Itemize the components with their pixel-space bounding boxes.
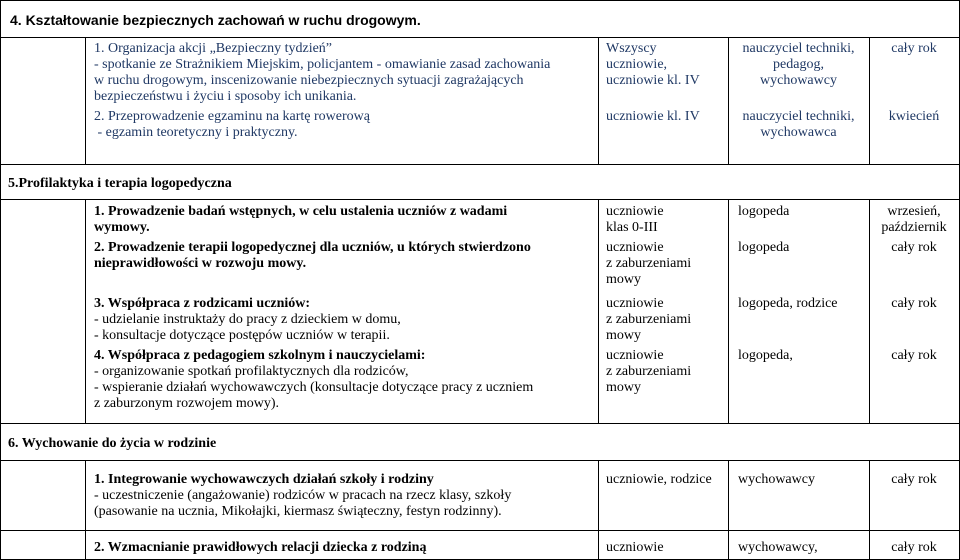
section-heading: 4. Kształtowanie bezpiecznych zachowań w ruchu drogowym.: [10, 12, 421, 28]
responsible-cell: wychowawcy: [738, 472, 815, 487]
task-title: 1. Integrowanie wychowawczych działań szkoły i rodziny: [94, 472, 434, 487]
recipients-cell: z zaburzeniami: [606, 312, 692, 327]
recipients-cell: z zaburzeniami: [606, 364, 692, 379]
task-line: nieprawidłowości w rozwoju mowy.: [94, 256, 307, 271]
grid-line: [85, 37, 86, 165]
term-cell: cały rok: [891, 348, 937, 363]
grid-line: [85, 460, 86, 560]
term-cell: cały rok: [891, 41, 937, 56]
task-title: 2. Prowadzenie terapii logopedycznej dla uczniów, u których stwierdzono: [94, 240, 531, 255]
grid-line: [0, 164, 960, 165]
task-title: [94, 204, 507, 220]
recipients-cell: uczniowie kl. IV: [606, 73, 700, 88]
responsible-cell: wychowawcy: [760, 73, 837, 88]
task-line: - udzielanie instruktaży do pracy z dzieckiem w domu,: [94, 312, 401, 327]
recipients-cell: uczniowie: [606, 240, 664, 255]
task-line: - egzamin teoretyczny i praktyczny.: [94, 125, 298, 140]
recipients-cell: uczniowie: [606, 296, 664, 311]
recipients-cell: uczniowie, rodzice: [606, 472, 712, 487]
recipients-cell: Wszyscy: [606, 41, 657, 56]
task-title: 4. Współpraca z pedagogiem szkolnym i nauczycielami:: [94, 348, 426, 363]
grid-line: [0, 199, 960, 200]
task-title-text: 1. Prowadzenie badań wstępnych, w celu ustalenia uczniów z wadami: [94, 204, 508, 219]
task-line: - konsultacje dotyczące postępów uczniów w terapii.: [94, 328, 390, 343]
term-cell: kwiecień: [888, 109, 940, 124]
task-title: 1. Organizacja akcji „Bezpieczny tydzień”: [94, 41, 333, 56]
term-cell: cały rok: [891, 540, 937, 555]
task-line: (pasowanie na ucznia, Mikołajki, kiermasz świąteczny, festyn rodzinny).: [94, 504, 502, 519]
task-line: wymowy.: [94, 220, 150, 235]
responsible-cell: logopeda: [738, 240, 790, 255]
recipients-cell: uczniowie kl. IV: [606, 109, 700, 124]
responsible-cell: pedagog,: [773, 57, 824, 72]
term-cell: cały rok: [891, 296, 937, 311]
grid-line: [598, 460, 599, 560]
responsible-cell: logopeda: [738, 204, 790, 219]
task-title: 3. Współpraca z rodzicami uczniów:: [94, 296, 311, 311]
responsible-cell: logopeda,: [738, 348, 793, 363]
responsible-cell: nauczyciel techniki,: [742, 109, 855, 124]
task-line: - organizowanie spotkań profilaktycznych dla rodziców,: [94, 364, 409, 379]
grid-line: [728, 460, 729, 560]
grid-line: [0, 37, 960, 38]
grid-line: [0, 530, 960, 531]
grid-line: [85, 199, 86, 424]
task-title: 2. Przeprowadzenie egzaminu na kartę rowerową: [94, 109, 370, 124]
responsible-cell: wychowawcy,: [738, 540, 818, 555]
responsible-cell: logopeda, rodzice: [738, 296, 838, 311]
task-title: 2. Wzmacnianie prawidłowych relacji dziecka z rodziną: [94, 540, 427, 555]
grid-line: [598, 37, 599, 165]
term-cell: cały rok: [891, 240, 937, 255]
recipients-cell: mowy: [606, 328, 641, 343]
task-line: - uczestniczenie (angażowanie) rodziców w pracach na rzecz klasy, szkoły: [94, 488, 512, 503]
responsible-cell: wychowawca: [760, 125, 837, 140]
term-cell: cały rok: [891, 472, 937, 487]
grid-line: [0, 0, 960, 1]
grid-line: [0, 423, 960, 424]
recipients-cell: uczniowie,: [606, 57, 668, 72]
recipients-cell: klas 0-III: [606, 220, 658, 235]
recipients-cell: uczniowie: [606, 540, 664, 555]
task-line: z zaburzonym rozwojem mowy).: [94, 396, 280, 411]
task-line: - spotkanie ze Strażnikiem Miejskim, policjantem - omawianie zasad zachowania: [94, 57, 551, 72]
task-line: bezpieczeństwu i życiu i sposoby ich unikania.: [94, 89, 357, 104]
task-line: - wspieranie działań wychowawczych (konsultacje dotyczące pracy z uczniem: [94, 380, 534, 395]
term-cell: wrzesień,: [887, 204, 941, 219]
recipients-cell: uczniowie: [606, 348, 664, 363]
grid-line: [0, 0, 1, 560]
task-line: w ruchu drogowym, inscenizowanie niebezpiecznych sytuacji zagrażających: [94, 73, 524, 88]
grid-line: [598, 199, 599, 424]
recipients-cell: mowy: [606, 380, 641, 395]
grid-line: [728, 199, 729, 424]
recipients-cell: mowy: [606, 272, 641, 287]
section-heading: 6. Wychowanie do życia w rodzinie: [8, 436, 217, 451]
grid-line: [0, 460, 960, 461]
recipients-cell: z zaburzeniami: [606, 256, 692, 271]
recipients-cell: uczniowie: [606, 204, 664, 219]
section-heading: 5.Profilaktyka i terapia logopedyczna: [8, 176, 232, 191]
term-cell: październik: [881, 220, 947, 235]
responsible-cell: nauczyciel techniki,: [742, 41, 855, 56]
